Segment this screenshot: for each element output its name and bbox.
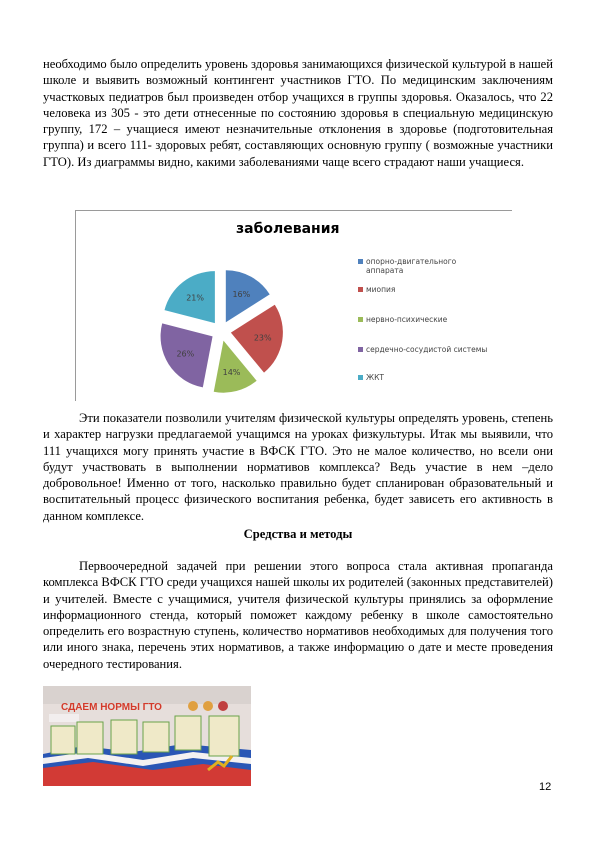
legend-label: миопия (366, 285, 396, 294)
legend-swatch (358, 347, 363, 352)
paragraph-indicators: Эти показатели позволили учителям физической культуры определять уровень, степень и характер нагрузки предлагаемой учащимся на уроках физкультуры. Итак мы выявили, что 111 учащихся могу принять участие в ВФСК ГТО. Это не малое количество, но всели они будут участвовать в выполнении нормативов комплекса? Ведь участие в нем –дело добровольное! Именно от того, насколько правильно будет спланирован образовательный и воспитательный процесс физического воспитания ребенка, будет зависеть его активность в данном комплексе. (43, 411, 553, 523)
paragraph-intro: необходимо было определить уровень здоровья занимающихся физической культурой в нашей школе и выявить возможный контингент участников ГТО. По медицинским заключениям участковых педиатров был произведен отбор учащихся в группы здоровья. Оказалось, что 22 человека из 305 - это дети отнесенные по состоянию здоровья в специальную медицинскую группу, 172 – учащиеся имеют незначительные отклонения в здоровье (подготовительная группа) и всего 111- здоровых ребят, составляющих основную группу ( возможные участники ГТО). Из диаграммы видно, какими заболеваниями чаще всего страдают наши учащиеся. (43, 57, 553, 169)
legend-label: ЖКТ (366, 373, 384, 382)
pie-slice-label-3: 14% (222, 367, 241, 377)
legend-swatch (358, 287, 363, 292)
paragraph-methods: Первоочередной задачей при решении этого вопроса стала активная пропаганда комплекса ВФСК ГТО среди учащихся нашей школы их родителей (законных представителей) и учителей. Вместе с учащимися, учителя физической культуры принялись за оформление информационного стенда, который поможет каждому ребенку в школе самостоятельно определить его возрастную ступень, количество нормативов необходимых для получения того или иного знака, перечень этих нормативов, а также информацию о дате и месте проведения очередного тестирования. (43, 559, 553, 671)
stand-photo-image (43, 686, 251, 786)
pie-slice-label-4: 26% (176, 349, 195, 359)
legend-swatch (358, 259, 363, 264)
legend-label: нервно-психические (366, 315, 448, 324)
page-number: 12 (539, 781, 552, 793)
pie-chart-plot (76, 211, 356, 401)
section-heading: Средства и методы (243, 527, 353, 541)
legend-label: опорно-двигательного аппарата (366, 257, 457, 275)
banner-text: СДАЕМ НОРМЫ ГТО (61, 702, 162, 713)
pie-slice-label-2: 23% (253, 333, 272, 343)
legend-swatch (358, 375, 363, 380)
pie-chart (75, 210, 512, 401)
legend-swatch (358, 317, 363, 322)
chart-title: заболевания (236, 221, 340, 237)
legend-label: сердечно-сосудистой системы (366, 345, 488, 354)
pie-slice-label-1: 16% (232, 289, 251, 299)
pie-slice-label-5: 21% (186, 293, 205, 303)
stand-photo (43, 686, 251, 786)
